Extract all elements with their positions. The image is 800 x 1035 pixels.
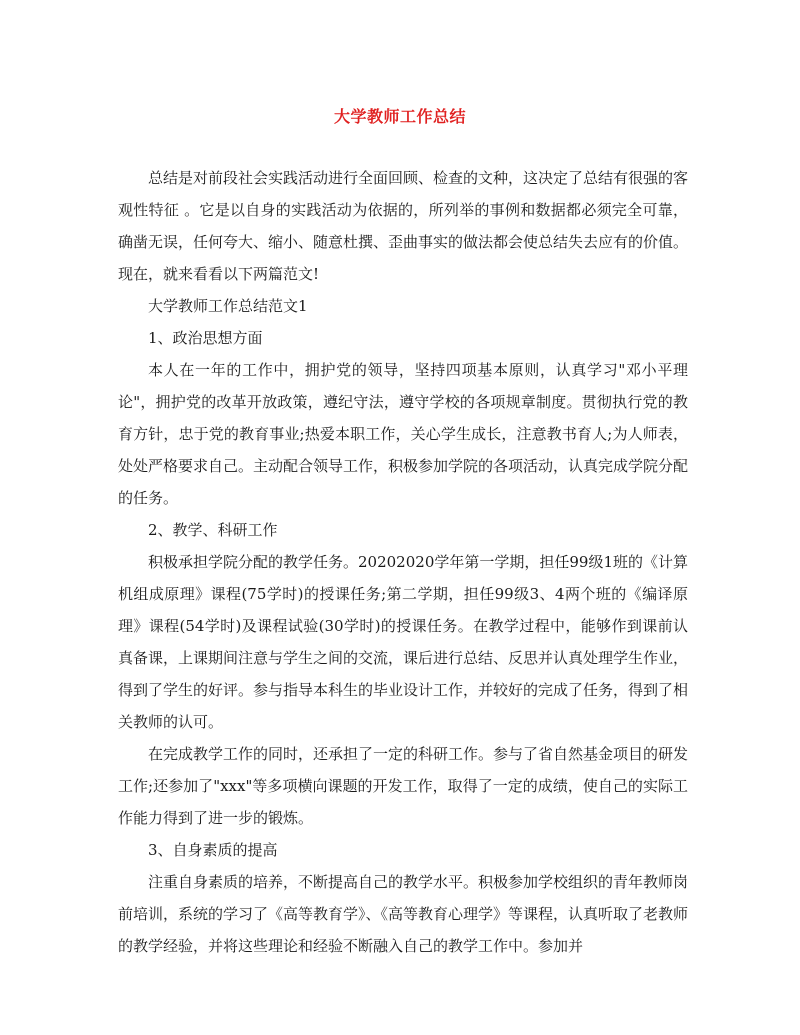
intro-paragraph: 总结是对前段社会实践活动进行全面回顾、检查的文种，这决定了总结有很强的客观性特征 。它是以自身的实践活动为依据的，所列举的事例和数据都必须完全可靠，确凿无误，任何夸大、缩小、随意杜撰、歪曲事实的做法都会使总结失去应有的价值。现在，就来看看以下两篇范文! — [118, 169, 689, 283]
document-body — [118, 162, 688, 962]
teaching-paragraph: 积极承担学院分配的教学任务。20202020学年第一学期，担任99级1班的《计算机组成原理》课程(75学时)的授课任务;第二学期，担任99级3、4两个班的《编译原理》课程(54学时)及课程试验(30学时)的授课任务。在教学过程中，能够作到课前认真备课，上课期间注意与学生之间的交流，课后进行总结、反思并认真处理学生作业，得到了学生的好评。参与指导本科生的毕业设计工作，并较好的完成了任务，得到了相关教师的认可。 — [118, 553, 689, 731]
section-heading-teaching: 2、教学、科研工作 — [148, 521, 278, 539]
section-heading-self-improvement: 3、自身素质的提高 — [148, 841, 278, 859]
section-heading-political: 1、政治思想方面 — [148, 329, 263, 347]
political-paragraph: 本人在一年的工作中，拥护党的领导，坚持四项基本原则，认真学习"邓小平理论"，拥护党的改革开放政策，遵纪守法，遵守学校的各项规章制度。贯彻执行党的教育方针，忠于党的教育事业;热爱本职工作，关心学生成长，注意教书育人;为人师表，处处严格要求自己。主动配合领导工作，积极参加学院的各项活动，认真完成学院分配的任务。 — [118, 361, 689, 507]
sample-heading: 大学教师工作总结范文1 — [148, 297, 308, 315]
research-paragraph: 在完成教学工作的同时，还承担了一定的科研工作。参与了省自然基金项目的研发工作;还参加了"xxx"等多项横向课题的开发工作，取得了一定的成绩，使自己的实际工作能力得到了进一步的锻炼。 — [118, 745, 689, 827]
self-improvement-paragraph: 注重自身素质的培养，不断提高自己的教学水平。积极参加学校组织的青年教师岗前培训，系统的学习了《高等教育学》、《高等教育心理学》等课程，认真听取了老教师的教学经验，并将这些理论和经验不断融入自己的教学工作中。参加并 — [118, 873, 689, 955]
document-title: 大学教师工作总结 — [333, 107, 466, 126]
